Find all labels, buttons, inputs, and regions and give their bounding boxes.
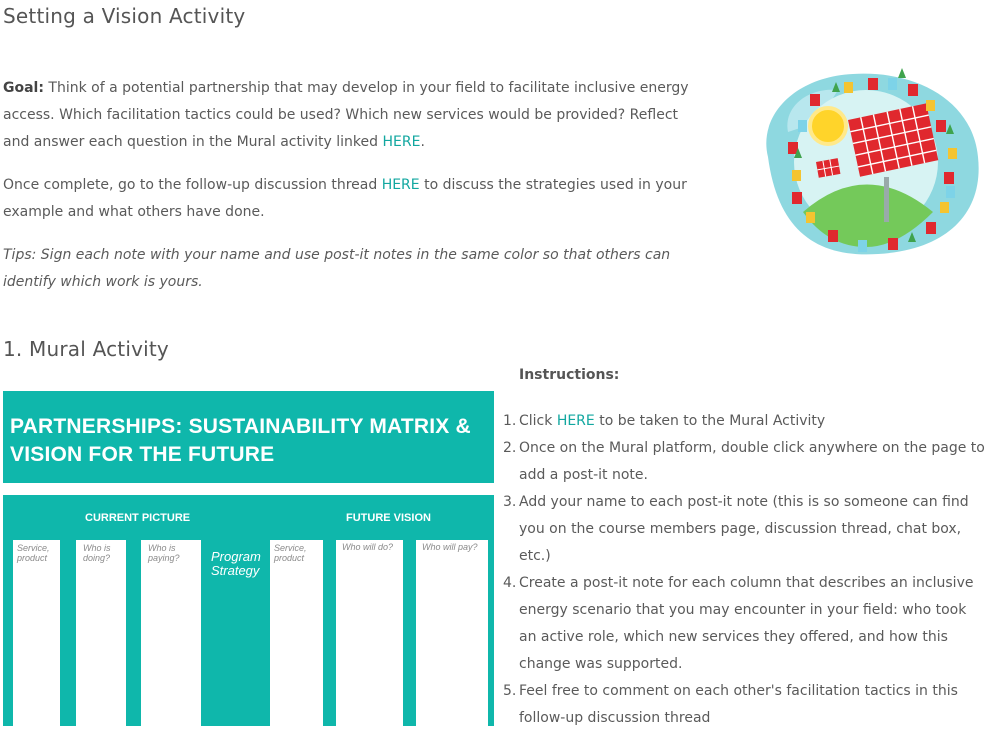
step-number: 1. <box>503 413 517 429</box>
column-who-will-do <box>336 540 403 726</box>
followup-text-end: to discuss the strategies used in your example and what others have done. <box>3 177 687 220</box>
column-who-will-pay <box>416 540 488 726</box>
mural-divider <box>3 483 494 495</box>
goal-period: . <box>420 134 425 150</box>
column-who-doing <box>76 540 126 726</box>
goal-text: Think of a potential partnership that may develop in your field to facilitate inclusive energy access. Which facilitation tactics could be used? Which new services would be provided? Reflect and answer each question in the Mural activity linked <box>3 80 689 150</box>
mural-title-line2: VISION FOR THE FUTURE <box>10 443 275 466</box>
col-label-who-will-do: Who will do? <box>342 542 394 552</box>
mural-preview-image[interactable] <box>3 391 494 726</box>
followup-text: Once complete, go to the follow-up discussion thread <box>3 177 382 193</box>
column-future-service <box>270 540 323 726</box>
col-label-who-paying: Who is paying? <box>148 543 180 563</box>
col-label-program-strategy: Program Strategy <box>211 549 261 578</box>
mural-title <box>10 413 490 469</box>
list-item <box>503 489 988 570</box>
step-number: 2. <box>503 440 517 456</box>
discussion-here-link[interactable]: HERE <box>381 177 420 193</box>
solar-panel-village-illustration <box>748 62 984 262</box>
step-number: 5. <box>503 683 517 699</box>
mural-activity-link[interactable]: HERE <box>556 413 595 429</box>
step-text: Click <box>519 413 557 429</box>
followup-paragraph <box>3 172 693 226</box>
col-label-who-will-pay: Who will pay? <box>422 542 478 552</box>
instructions-list <box>503 408 988 732</box>
mural-activity-heading: 1. Mural Activity <box>3 337 169 361</box>
step-number: 3. <box>503 494 517 510</box>
page-title: Setting a Vision Activity <box>3 4 246 28</box>
step-text: Create a post-it note for each column that describes an inclusive energy scenario that you may encounter in your field: who took an active role, which new services they offered, and how this change was supported. <box>519 575 974 672</box>
step-number: 4. <box>503 575 517 591</box>
col-label-service: Service, product <box>17 543 50 563</box>
column-who-paying <box>141 540 201 726</box>
mural-title-line1: PARTNERSHIPS: SUSTAINABILITY MATRIX & <box>10 415 471 438</box>
step-text: Once on the Mural platform, double click anywhere on the page to add a post-it note. <box>519 440 985 483</box>
list-item <box>503 435 988 489</box>
col-label-who-doing: Who is doing? <box>83 543 111 563</box>
goal-paragraph <box>3 75 703 156</box>
current-picture-header: CURRENT PICTURE <box>85 512 191 524</box>
step-text-end: to be taken to the Mural Activity <box>594 413 826 429</box>
goal-label: Goal: <box>3 80 44 96</box>
future-vision-header: FUTURE VISION <box>346 512 431 524</box>
mural-here-link[interactable]: HERE <box>382 134 421 150</box>
column-service-product <box>13 540 60 726</box>
list-item <box>503 570 988 678</box>
step-text: Add your name to each post-it note (this is so someone can find you on the course members page, discussion thread, chat box, etc.) <box>519 494 969 564</box>
instructions-title: Instructions: <box>519 367 620 383</box>
list-item <box>503 678 988 732</box>
step-text: Feel free to comment on each other's facilitation tactics in this follow-up discussion thread <box>519 683 958 726</box>
col-label-future-service: Service, product <box>274 543 307 563</box>
tips-paragraph: Tips: Sign each note with your name and use post-it notes in the same color so that others can identify which work is yours. <box>3 247 671 290</box>
list-item <box>503 408 988 435</box>
